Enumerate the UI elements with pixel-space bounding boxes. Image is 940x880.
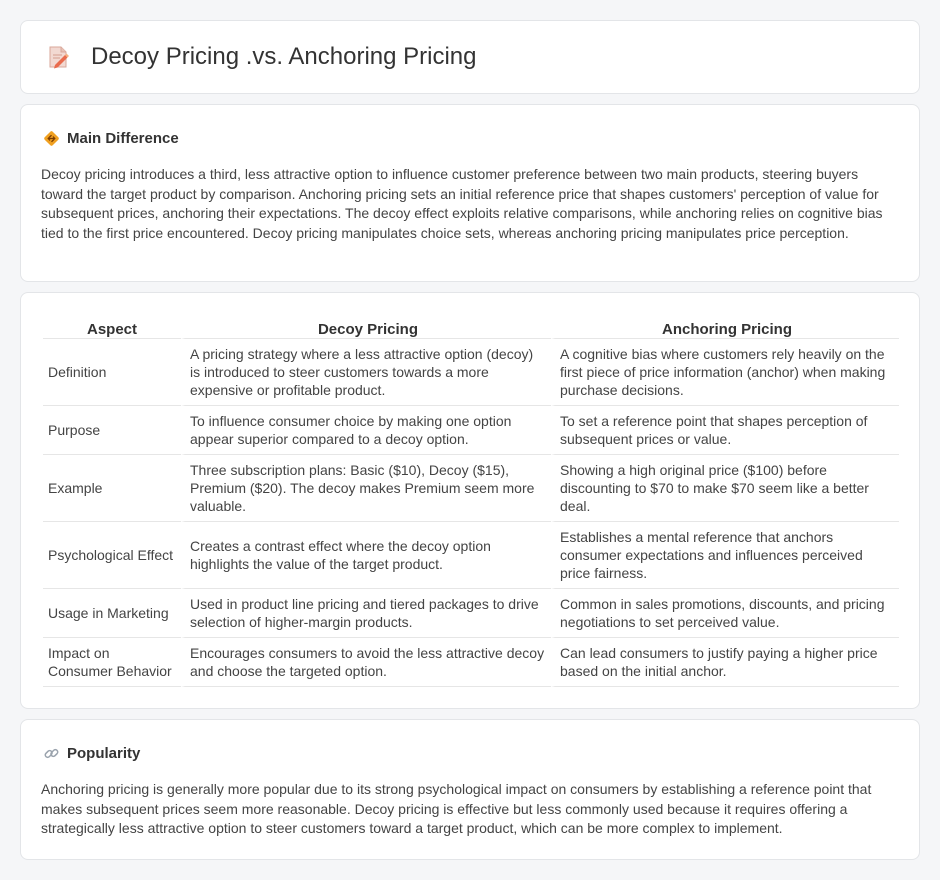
row-aspect: Impact on Consumer Behavior: [43, 638, 181, 687]
row-anchoring: A cognitive bias where customers rely heavily on the first piece of price information (anchor) when making purchase decisions.: [551, 339, 899, 406]
row-decoy: Three subscription plans: Basic ($10), Decoy ($15), Premium ($20). The decoy makes Premium seem more valuable.: [181, 455, 551, 522]
table-row: [43, 589, 899, 638]
table-header-row: [43, 315, 899, 339]
row-anchoring: Common in sales promotions, discounts, and pricing negotiations to set perceived value.: [551, 589, 899, 638]
row-aspect: Psychological Effect: [43, 522, 181, 589]
row-aspect: Usage in Marketing: [43, 589, 181, 638]
header-decoy: Decoy Pricing: [181, 315, 551, 339]
row-decoy: Creates a contrast effect where the decoy option highlights the value of the target product.: [181, 522, 551, 589]
row-decoy: A pricing strategy where a less attractive option (decoy) is introduced to steer customers towards a more expensive or profitable product.: [181, 339, 551, 406]
popularity-title: Popularity: [67, 744, 141, 762]
row-decoy: Used in product line pricing and tiered packages to drive selection of higher-margin products.: [181, 589, 551, 638]
diamond-arrows-icon: [43, 130, 60, 147]
comparison-card: [20, 292, 920, 709]
table-row: [43, 339, 899, 406]
link-icon: [43, 745, 60, 762]
row-decoy: Encourages consumers to avoid the less attractive decoy and choose the targeted option.: [181, 638, 551, 687]
header-anchoring: Anchoring Pricing: [551, 315, 899, 339]
row-aspect: Example: [43, 455, 181, 522]
header-card: [20, 20, 920, 94]
popularity-text: Anchoring pricing is generally more popular due to its strong psychological impact on consumers by establishing a reference point that makes subsequent prices seem more reasonable. Decoy pricing is effective but less commonly used because it requires offering a strategically less attractive option to steer customers toward a target product, which can be more complex to implement.: [41, 781, 872, 836]
main-difference-text: Decoy pricing introduces a third, less attractive option to influence customer preference between two main products, steering buyers toward the target product by comparison. Anchoring pricing sets an initial reference price that shapes customers' perception of value for subsequent prices, anchoring their expectations. The decoy effect exploits relative comparisons, while anchoring relies on cognitive bias tied to the first price encountered. Decoy pricing manipulates choice sets, whereas anchoring pricing manipulates price perception.: [41, 166, 883, 241]
header-aspect: Aspect: [43, 315, 181, 339]
main-difference-card: [20, 104, 920, 282]
page-title: Decoy Pricing .vs. Anchoring Pricing: [91, 43, 477, 70]
row-decoy: To influence consumer choice by making one option appear superior compared to a decoy option.: [181, 406, 551, 455]
table-row: [43, 406, 899, 455]
row-anchoring: Establishes a mental reference that anchors consumer expectations and influences perceived price fairness.: [551, 522, 899, 589]
row-anchoring: To set a reference point that shapes perception of subsequent prices or value.: [551, 406, 899, 455]
table-row: [43, 455, 899, 522]
document-pencil-icon: [45, 44, 71, 70]
row-aspect: Purpose: [43, 406, 181, 455]
row-aspect: Definition: [43, 339, 181, 406]
row-anchoring: Showing a high original price ($100) before discounting to $70 to make $70 seem like a better deal.: [551, 455, 899, 522]
main-difference-title: Main Difference: [67, 129, 179, 147]
table-row: [43, 522, 899, 589]
row-anchoring: Can lead consumers to justify paying a higher price based on the initial anchor.: [551, 638, 899, 687]
popularity-card: [20, 719, 920, 860]
table-row: [43, 638, 899, 687]
comparison-table: [43, 315, 899, 687]
